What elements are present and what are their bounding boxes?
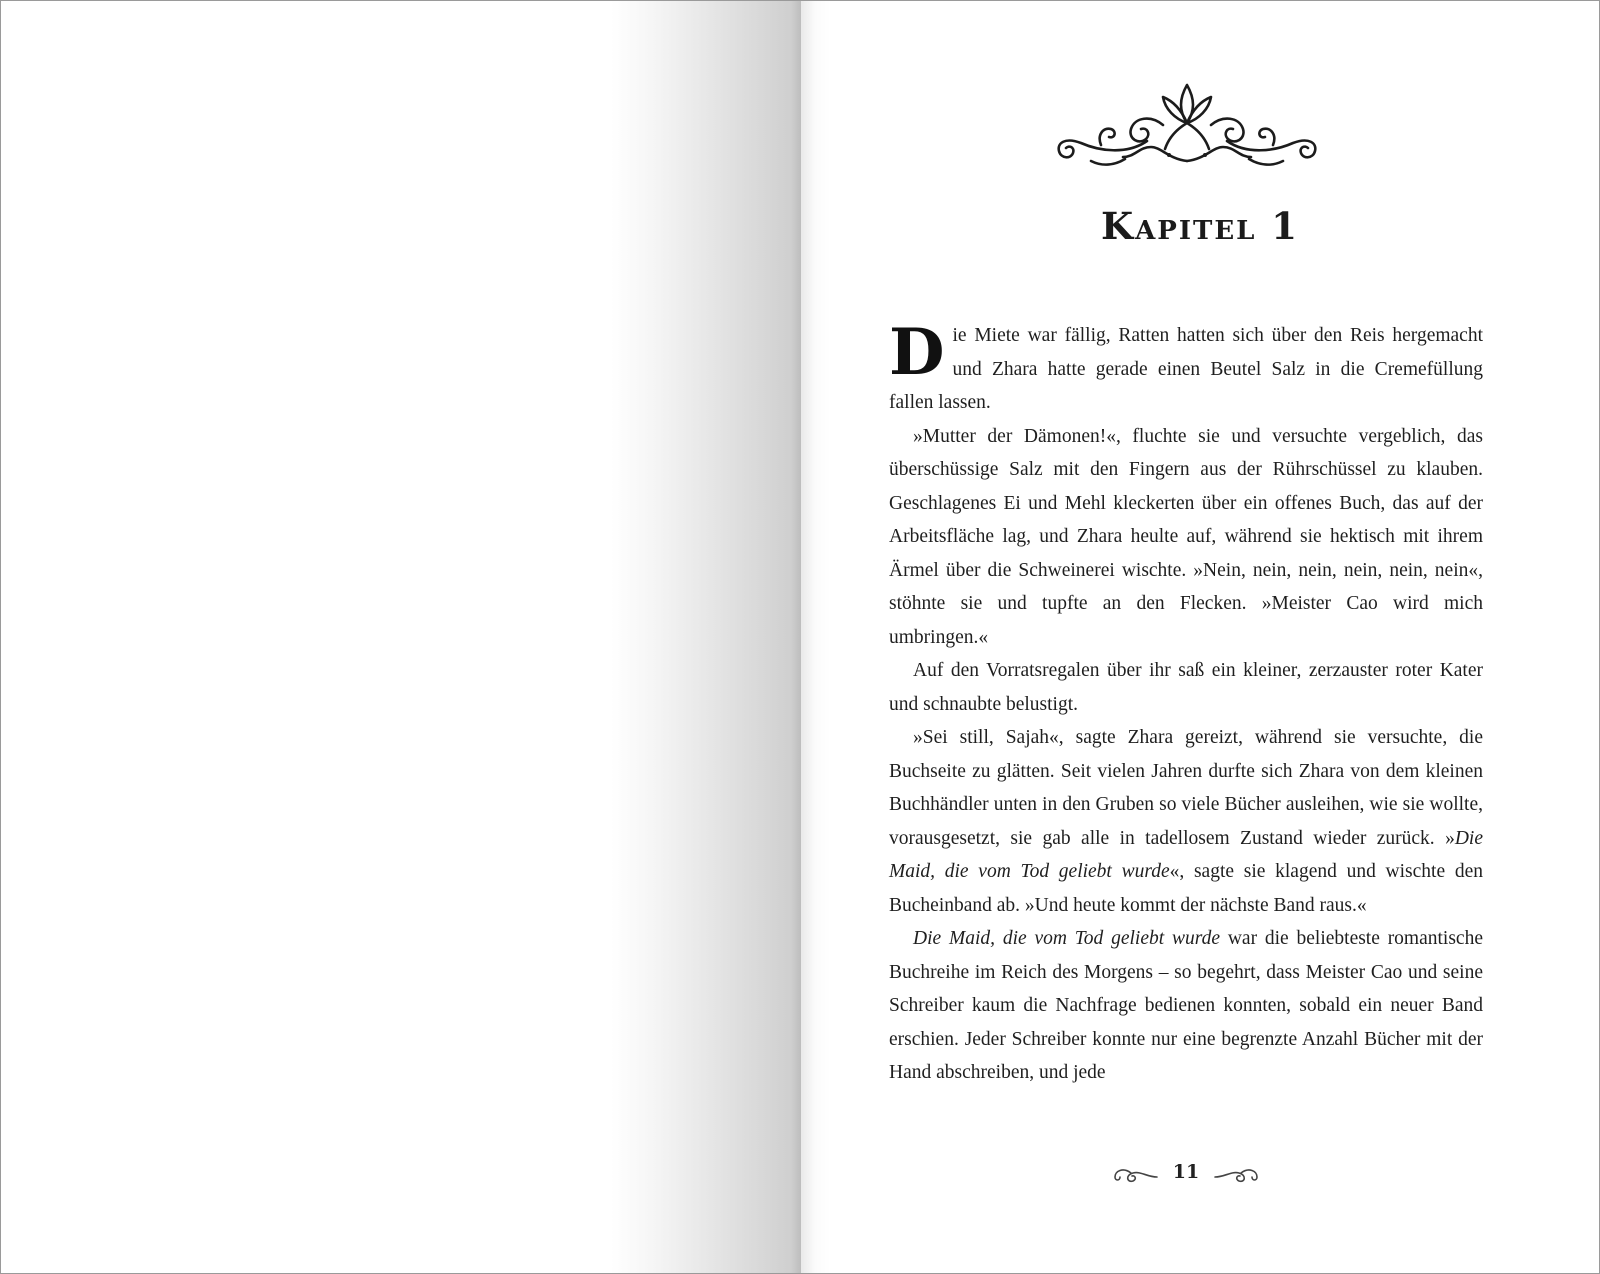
drop-cap-letter: D	[889, 315, 945, 390]
paragraph-1-text: ie Miete war fällig, Ratten hatten sich über den Reis hergemacht und Zhara hatte gerade einen Beutel Salz in die Cremefüllung fallen lassen.	[889, 325, 1483, 413]
paragraph-3: Auf den Vorratsregalen über ihr saß ein kleiner, zerzauster roter Kater und schnaubte belustigt.	[889, 660, 1483, 715]
chapter-body-text	[889, 315, 1483, 1090]
paragraph-1	[889, 315, 1483, 420]
page-number: 11	[1172, 1161, 1200, 1183]
paragraph-5-text: war die beliebteste romantische Buchreihe im Reich des Morgens – so begehrt, dass Meister Cao und seine Schreiber kaum die Nachfrage bedienen konnten, sobald ein neuer Band erschien. Jeder Schreiber konnte nur eine begrenzte Anzahl Bücher mit der Hand abschreiben, und jede	[889, 928, 1483, 1083]
paragraph-5	[889, 922, 1483, 1090]
paragraph-4-text-b: «, sagte sie klagend und wischte den Bucheinband ab. »Und heute kommt der nächste Band raus.«	[889, 861, 1483, 916]
book-title-italic: Die Maid, die vom Tod geliebt wurde	[913, 928, 1221, 949]
swirl-left-ornament-icon	[1111, 1165, 1161, 1185]
right-page	[801, 1, 1599, 1273]
page-footer	[801, 1161, 1599, 1191]
paragraph-4	[889, 721, 1483, 922]
swirl-right-ornament-icon	[1211, 1165, 1261, 1185]
book-title-italic: Die Maid, die vom Tod geliebt wurde	[889, 827, 1483, 882]
left-page-blank	[1, 1, 801, 1273]
floral-flourish-ornament-icon	[1051, 79, 1323, 175]
paragraph-2: »Mutter der Dämonen!«, fluchte sie und versuchte vergeblich, das überschüssige Salz mit den Fingern aus der Rührschüssel zu klauben. Geschlagenes Ei und Mehl kleckerten über ein offenes Buch, das auf der Arbeitsfläche lag, und Zhara heulte auf, während sie hektisch mit ihrem Ärmel über die Schweinerei wischte. »Nein, nein, nein, nein, nein, nein«, stöhnte sie und tupfte an den Flecken. »Meister Cao wird mich umbringen.«	[889, 425, 1483, 648]
chapter-title: Kapitel 1	[1100, 204, 1300, 248]
paragraph-4-text-a: »Sei still, Sajah«, sagte Zhara gereizt, während sie versuchte, die Buchseite zu glätten. Seit vielen Jahren durfte sich Zhara von dem kleinen Buchhändler unten in den Gruben so viele Bücher ausleihen, wie sie wollte, vorausgesetzt, sie gab alle in tadellosem Zustand wieder zurück. »	[889, 727, 1483, 849]
